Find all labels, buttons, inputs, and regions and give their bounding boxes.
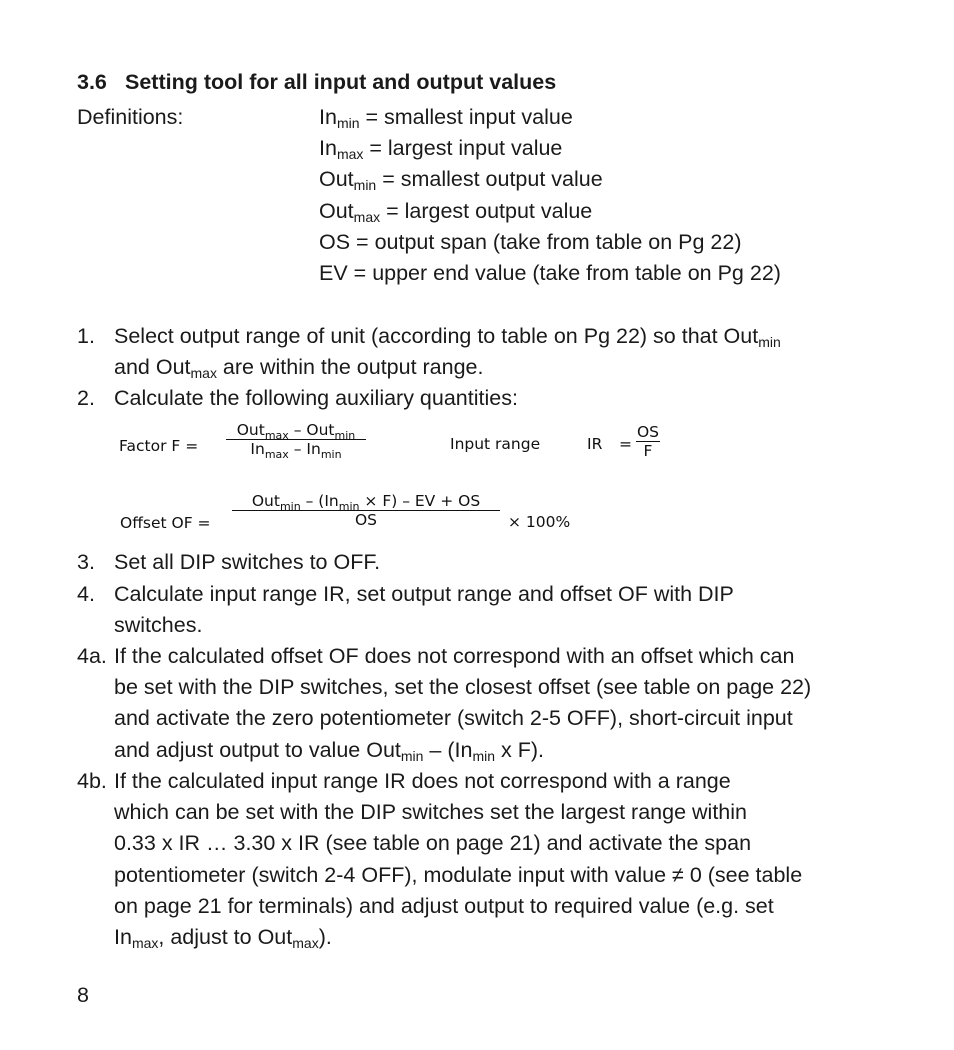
definition-ev: EV = upper end value (take from table on Pg 22) bbox=[319, 261, 781, 285]
list-item bbox=[77, 383, 877, 414]
input-range-fraction bbox=[636, 423, 660, 460]
page-number: 8 bbox=[77, 983, 89, 1007]
definitions-label: Definitions: bbox=[77, 105, 184, 129]
input-range-equals: = bbox=[619, 435, 632, 453]
section-number: 3.6 bbox=[77, 70, 107, 94]
definition-in-min: $In_{min}$ = smallest input value bbox=[319, 105, 573, 131]
section-title: Setting tool for all input and output values bbox=[125, 70, 557, 94]
list-item bbox=[77, 321, 877, 383]
factor-fraction bbox=[226, 421, 366, 461]
offset-numerator: $Out_{min} - (In_{min} \times F)$ – EV + OS bbox=[251, 492, 481, 513]
list-item bbox=[77, 579, 877, 641]
offset-denominator: OS bbox=[354, 511, 378, 529]
input-range-numerator: OS bbox=[636, 423, 660, 441]
section-heading bbox=[77, 70, 556, 95]
input-range-label: Input range bbox=[450, 435, 541, 453]
offset-fraction bbox=[232, 492, 500, 529]
list-item bbox=[77, 766, 877, 953]
list-marker: 4b. bbox=[77, 769, 107, 793]
offset-suffix: × 100% bbox=[508, 513, 571, 531]
list-item-text: If the calculated offset OF does not correspond with an offset which can be set with the DIP switches, set the closest offset (see table on page 22) and activate the zero potentiometer (switch 2-5 OFF), short-circuit input and adjust output to value $Out_{min} - (In_{min}$ x F). bbox=[114, 644, 812, 764]
list-marker: 1. bbox=[77, 324, 95, 348]
factor-numerator: Out$_{max}$ – Out$_{min}$ bbox=[236, 421, 356, 442]
list-marker: 3. bbox=[77, 550, 95, 574]
list-item-text: Calculate input range IR, set output range and offset OF with DIP switches. bbox=[114, 582, 734, 638]
list-item-text: Select output range of unit (according to table on Pg 22) so that Out$_{min}$ and Out$_{max}$ are within the output range. bbox=[114, 324, 781, 382]
list-item bbox=[77, 641, 877, 766]
list-item-text: Set all DIP switches to OFF. bbox=[114, 550, 381, 574]
input-range-denominator: F bbox=[643, 442, 653, 460]
offset-label: Offset OF = bbox=[120, 514, 211, 532]
definition-os: OS = output span (take from table on Pg 22) bbox=[319, 230, 742, 254]
list-item-text: Calculate the following auxiliary quantities: bbox=[114, 386, 518, 410]
list-marker: 4. bbox=[77, 582, 95, 606]
factor-denominator: $In_{max} - In_{min}$ bbox=[250, 440, 342, 461]
list-marker: 4a. bbox=[77, 644, 107, 668]
definition-out-min: Out$_{min}$ = smallest output value bbox=[319, 167, 603, 193]
list-marker: 2. bbox=[77, 386, 95, 410]
definition-out-max: Out$_{max}$ = largest output value bbox=[319, 199, 593, 225]
definition-in-max: $In_{max}$ = largest input value bbox=[319, 136, 563, 162]
input-range-symbol: IR bbox=[587, 435, 603, 453]
factor-label: Factor F = bbox=[119, 437, 199, 455]
list-item bbox=[77, 547, 877, 578]
list-item-text: If the calculated input range IR does not correspond with a range which can be set with the DIP switches set the largest range within 0.33 x IR … 3.30 x IR (see table on page 21) and activate the span potentiometer (switch 2-4 OFF), modulate input with value ≠ 0 (see table on page 21 for terminals) and adjust output to required value (e.g. set $In_{max}$, adjust to Out$_{max}$). bbox=[114, 769, 803, 952]
